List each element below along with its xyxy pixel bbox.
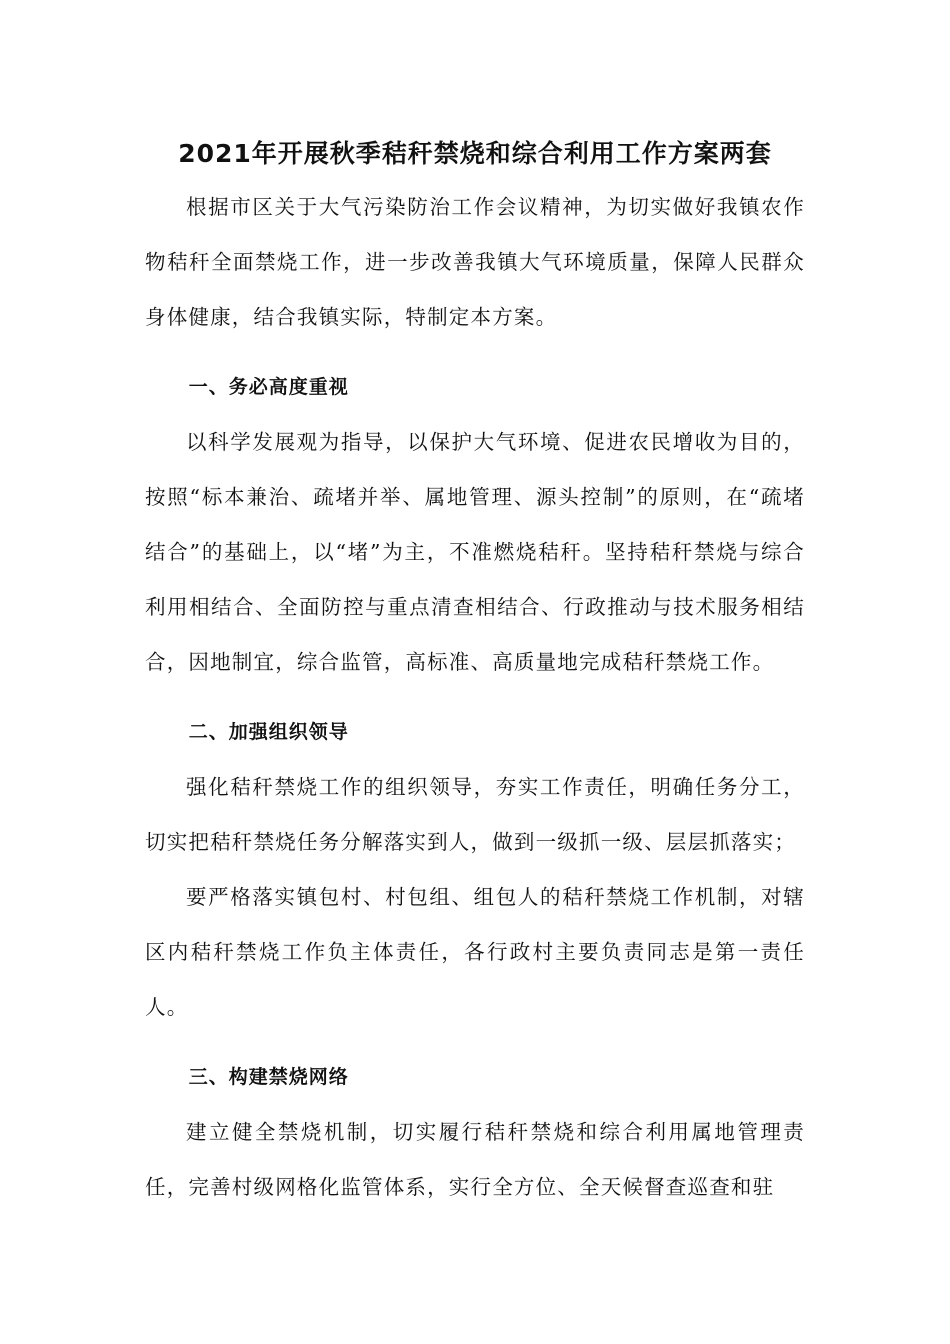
document-body xyxy=(145,180,805,1215)
section-2-paragraph-2: 要严格落实镇包村、村包组、组包人的秸秆禁烧工作机制，对辖区内秸秆禁烧工作负主体责任，各行政村主要负责同志是第一责任人。 xyxy=(145,885,805,1019)
document-title: 2021年开展秋季秸秆禁烧和综合利用工作方案两套 xyxy=(178,139,772,168)
section-2-paragraph-1: 强化秸秆禁烧工作的组织领导，夯实工作责任，明确任务分工，切实把秸秆禁烧任务分解落实到人，做到一级抓一级、层层抓落实； xyxy=(145,775,805,854)
section-heading-3: 三、构建禁烧网络 xyxy=(188,1066,349,1088)
intro-paragraph: 根据市区关于大气污染防治工作会议精神，为切实做好我镇农作物秸秆全面禁烧工作，进一步改善我镇大气环境质量，保障人民群众身体健康，结合我镇实际，特制定本方案。 xyxy=(145,195,805,329)
section-gap xyxy=(145,345,805,360)
section-gap xyxy=(145,690,805,705)
section-1-paragraph-1: 以科学发展观为指导，以保护大气环境、促进农民增收为目的，按照“标本兼治、疏堵并举、属地管理、源头控制”的原则，在“疏堵结合”的基础上，以“堵”为主，不准燃烧秸秆。坚持秸秆禁烧与综合利用相结合、全面防控与重点清查相结合、行政推动与技术服务相结合，因地制宜，综合监管，高标准、高质量地完成秸秆禁烧工作。 xyxy=(145,430,805,674)
section-heading-2: 二、加强组织领导 xyxy=(188,721,349,743)
section-gap xyxy=(145,1035,805,1050)
section-heading-1: 一、务必高度重视 xyxy=(188,376,349,398)
section-3-paragraph-1: 建立健全禁烧机制，切实履行秸秆禁烧和综合利用属地管理责任，完善村级网格化监管体系，实行全方位、全天候督查巡查和驻 xyxy=(145,1120,805,1199)
